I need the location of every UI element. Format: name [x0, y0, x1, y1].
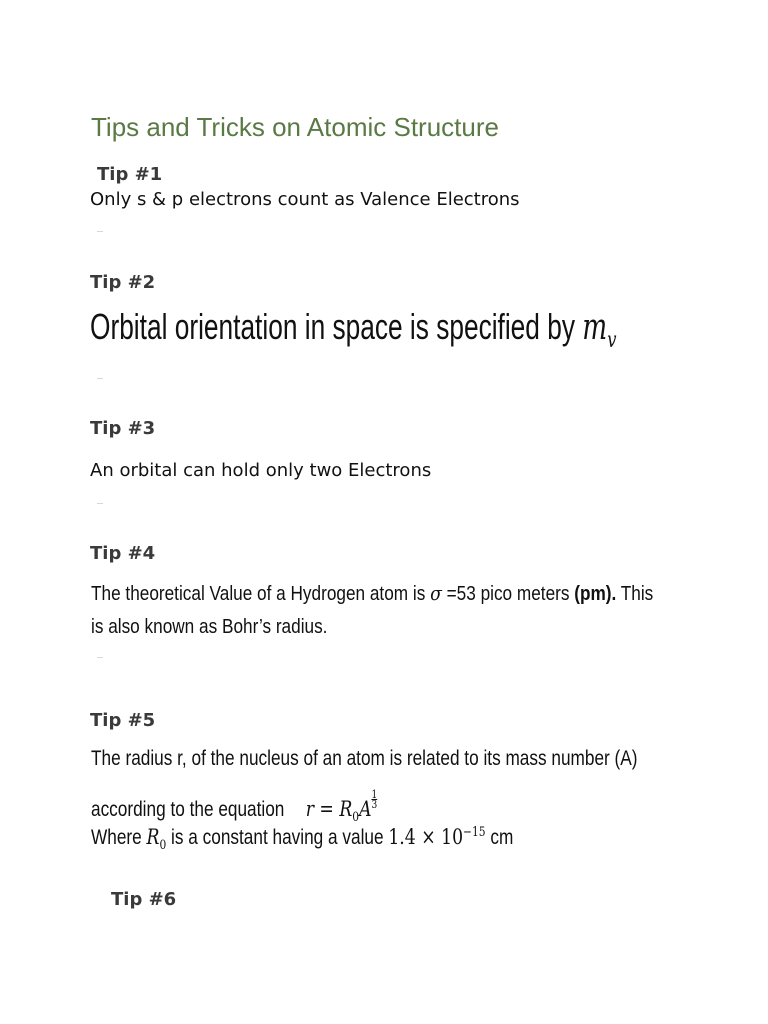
tip-2-heading: Tip #2	[90, 272, 156, 293]
value-unit: cm	[485, 826, 514, 849]
line3-R-sub: 0	[159, 838, 167, 854]
eq-A: A	[359, 797, 372, 821]
sigma-symbol: σ	[430, 581, 442, 605]
tip-5-line-3	[91, 825, 513, 853]
paragraph-mark	[97, 657, 103, 658]
tip-2-symbol-sub: v	[607, 327, 617, 354]
line3-R: R	[146, 825, 160, 849]
tip-2-symbol-m: m	[582, 307, 608, 348]
tip-4-line-1-c: This	[616, 583, 654, 605]
page-title: Tips and Tricks on Atomic Structure	[91, 112, 499, 142]
value-exponent: −15	[463, 825, 486, 840]
tip-5-heading: Tip #5	[90, 710, 156, 731]
exponent-numerator: 1	[371, 788, 378, 801]
tip-5-line-3-mid: is a constant having a value	[166, 826, 389, 849]
tip-4-unit: (pm).	[574, 583, 617, 605]
tip-4-heading: Tip #4	[90, 543, 156, 564]
tip-1-heading: Tip #1	[97, 164, 163, 185]
exponent-fraction	[372, 790, 378, 809]
tip-4-line-1	[91, 581, 653, 606]
paragraph-mark	[97, 231, 103, 232]
tip-4-line-1-a: The theoretical Value of a Hydrogen atom is	[91, 583, 431, 605]
tip-5-line-3-prefix: Where	[91, 826, 147, 849]
tip-5-line-2-prefix: according to the equation	[91, 798, 285, 821]
tip-1-text: Only s & p electrons count as Valence Electrons	[90, 189, 520, 210]
tip-2-text-prefix: Orbital orientation in space is specified by	[90, 306, 583, 347]
paragraph-mark	[97, 378, 103, 379]
tip-4-line-1-b: =53 pico meters	[441, 583, 575, 605]
tip-3-heading: Tip #3	[90, 418, 156, 439]
eq-equals: =	[313, 797, 340, 821]
paragraph-mark	[97, 503, 103, 504]
tip-4-line-2: is also known as Bohr’s radius.	[91, 616, 328, 638]
eq-r: r	[305, 797, 314, 821]
tip-2-text	[90, 306, 616, 353]
tip-6-heading: Tip #6	[111, 889, 177, 910]
value-base: 1.4 × 10	[388, 825, 464, 849]
eq-R: R	[339, 797, 353, 821]
eq-R-sub: 0	[352, 810, 360, 826]
tip-5-line-1: The radius r, of the nucleus of an atom is related to its mass number (A)	[91, 747, 638, 770]
tip-3-text: An orbital can hold only two Electrons	[90, 460, 432, 481]
tip-5-line-2	[91, 790, 377, 825]
exponent-denominator: 3	[371, 798, 378, 811]
